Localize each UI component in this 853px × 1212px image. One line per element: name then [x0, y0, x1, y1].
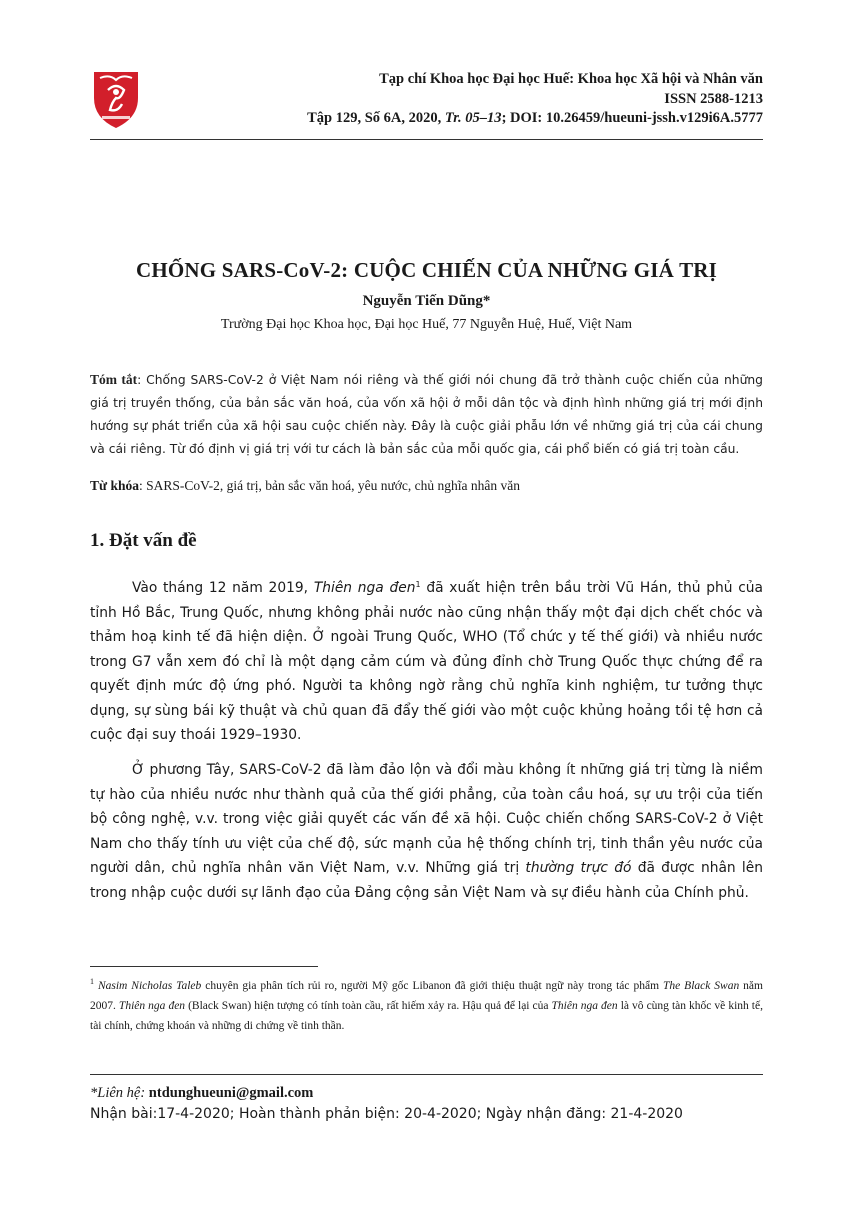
paragraph-1: Vào tháng 12 năm 2019, Thiên nga đen$^1$ đã xuất hiện trên bầu trời Vũ Hán, thủ phủ của tỉnh Hồ Bắc, Trung Quốc, nhưng không phải nước nào cũng nhận thấy một đại dịch chết chóc và thảm hoạ kinh tế đã hiện diện. Ở ngoài Trung Quốc, WHO (Tổ chức y tế thế giới) và nhiều nước trong G7 vẫn xem đó chỉ là một dạng cảm cúm và đủng đỉnh chờ Trung Quốc thực chứng để ra quyết định mức độ ứng phó. Người ta không ngờ rằng chủ nghĩa kinh nghiệm, tư tưởng thực dụng, sự sùng bái kỹ thuật và chủ quan đã đẩy thế giới vào một cuộc khủng hoảng tồi tệ hơn cả cuộc đại suy thoái 1929–1930.	[90, 580, 763, 743]
abstract-label: Tóm tắt	[90, 372, 138, 387]
university-logo	[90, 68, 142, 130]
footnote: $^1$ Nasim Nicholas Taleb chuyên gia phân tích rủi ro, người Mỹ gốc Libanon đã giới thiệu thuật ngữ này trong tác phẩm The Black Swan năm 2007. Thiên nga đen (Black Swan) hiện tượng có tính toàn cầu, rất hiếm xảy ra. Hậu quả để lại của Thiên nga đen là vô cùng tàn khốc về kinh tế, tài chính, chứng khoán và những di chứng về tinh thần.	[90, 977, 763, 1032]
footer-rule	[90, 1074, 763, 1075]
abstract	[90, 368, 763, 461]
affiliation: Trường Đại học Khoa học, Đại học Huế, 77 Nguyễn Huệ, Huế, Việt Nam	[220, 317, 633, 332]
contact: *Liên hệ: ntdunghueuni@gmail.com	[90, 1085, 314, 1101]
footnote-rule	[90, 966, 318, 967]
article-title: CHỐNG SARS-CoV-2: CUỘC CHIẾN CỦA NHỮNG GIÁ TRỊ	[135, 258, 718, 282]
journal-name: Tạp chí Khoa học Đại học Huế: Khoa học Xã hội và Nhân văn	[379, 71, 763, 87]
keywords: Từ khóa: SARS-CoV-2, giá trị, bản sắc văn hoá, yêu nước, chủ nghĩa nhân văn	[90, 478, 521, 493]
abstract-text: : Chống SARS-CoV-2 ở Việt Nam nói riêng và thế giới nói chung đã trở thành cuộc chiến của những giá trị truyền thống, của bản sắc văn hoá, của vốn xã hội ở mỗi dân tộc và định hình những giá trị mới định hướng sự phát triển của xã hội sau cuộc chiến này. Đây là cuộc giải phẫu lớn về những giá trị của cái chung và cái riêng. Từ đó định vị giá trị với tư cách là bản sắc của mỗi quốc gia, cái phổ biến có giá trị toàn cầu.	[90, 373, 763, 456]
section-heading: 1. Đặt vấn đề	[90, 530, 197, 551]
submission-dates: Nhận bài:17-4-2020; Hoàn thành phản biện: 20-4-2020; Ngày nhận đăng: 21-4-2020	[90, 1106, 683, 1122]
volume-doi: Tập 129, Số 6A, 2020, Tr. 05–13; DOI: 10.26459/hueuni-jssh.v129i6A.5777	[307, 110, 763, 126]
contact-email[interactable]: ntdunghueuni@gmail.com	[145, 1085, 314, 1101]
paragraph-2: Ở phương Tây, SARS-CoV-2 đã làm đảo lộn và đổi màu không ít những giá trị từng là niềm tự hào của nhiều nước như thành quả của thế giới phẳng, của toàn cầu hoá, sự ưu trội của tiến bộ công nghệ, v.v. trong việc giải quyết các vấn đề xã hội. Cuộc chiến chống SARS-CoV-2 ở Việt Nam cho thấy tính ưu việt của chế độ, sức mạnh của hệ thống chính trị, tinh thần yêu nước của người dân, chủ nghĩa nhân văn Việt Nam, v.v. Những giá trị thường trực đó đã được nhân lên trong nhập cuộc dưới sự lãnh đạo của Đảng cộng sản Việt Nam và sự điều hành của Chính phủ.	[90, 762, 763, 901]
keywords-label: Từ khóa	[90, 478, 139, 493]
header-rule	[90, 139, 763, 140]
issn: ISSN 2588-1213	[664, 91, 763, 107]
author-name: Nguyễn Tiến Dũng*	[362, 293, 491, 309]
